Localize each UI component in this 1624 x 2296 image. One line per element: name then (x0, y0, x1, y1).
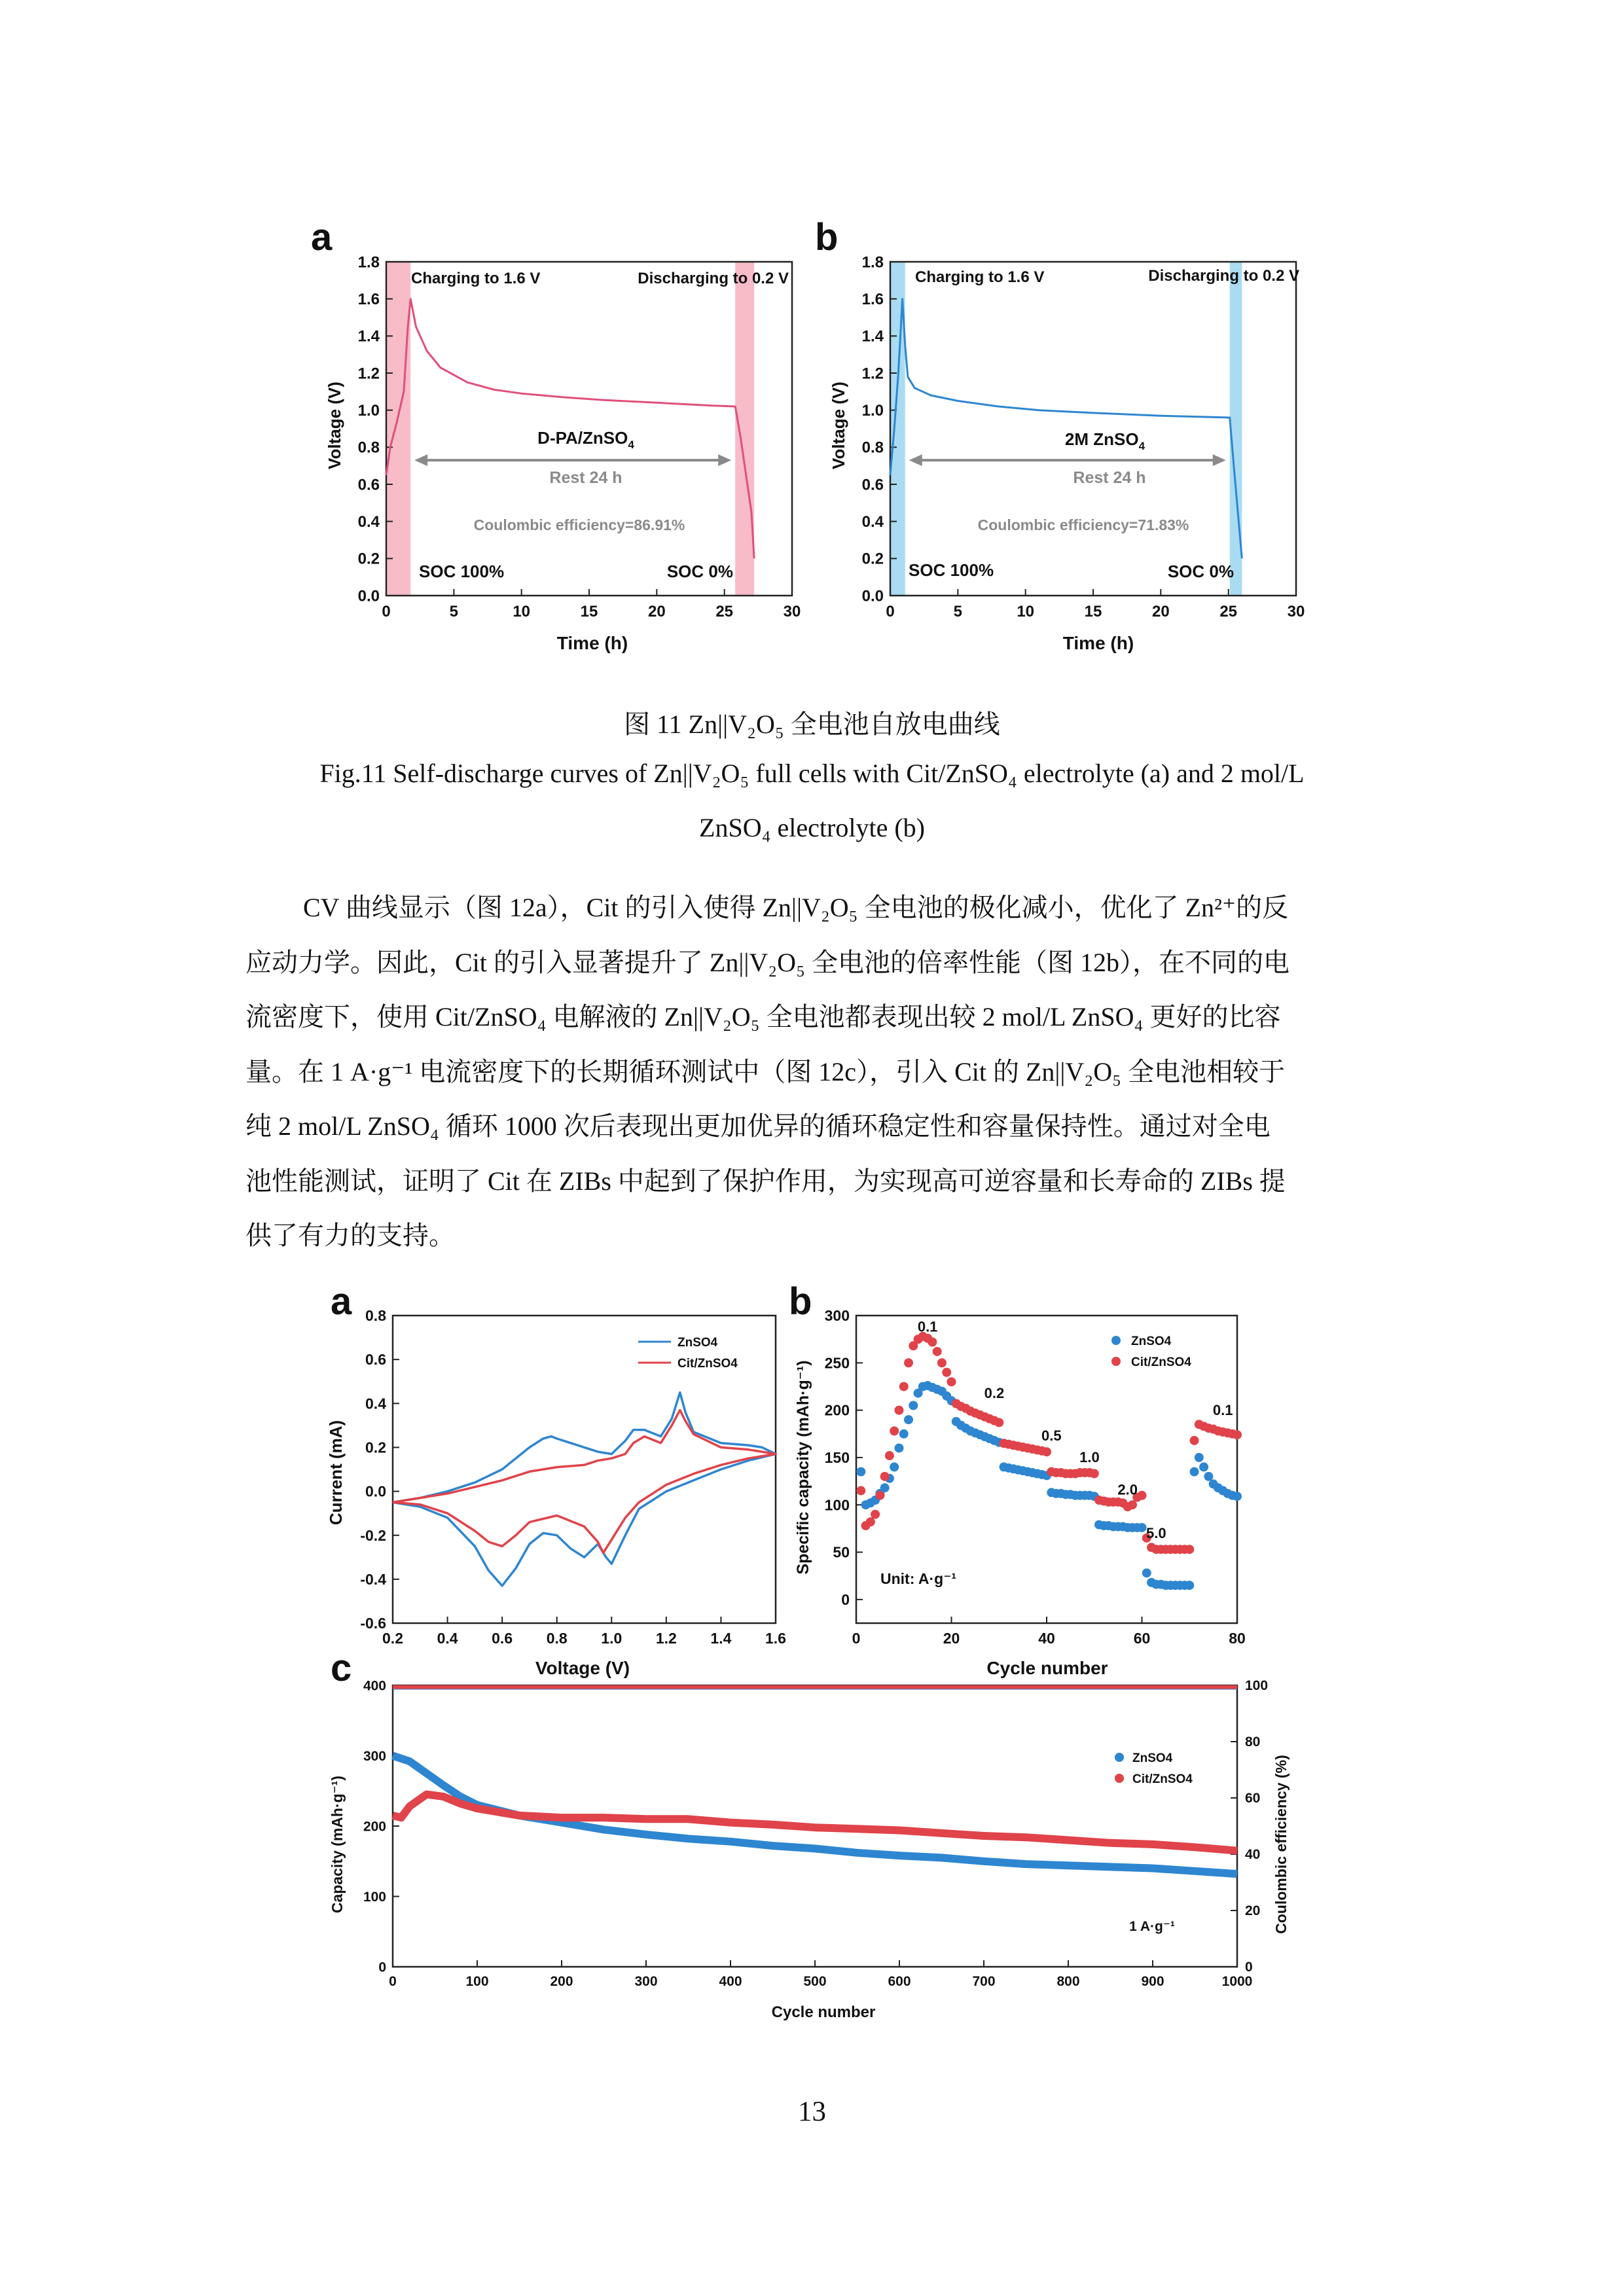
legend-label: Cit/ZnSO4 (1131, 1355, 1191, 1369)
rate-point (885, 1451, 894, 1460)
rate-point (947, 1377, 956, 1386)
paragraph-line: CV 曲线显示（图 12a），Cit 的引入使得 Zn||V₂O₅ 全电池的极化减小，优化了 Zn²⁺的反 (303, 893, 1289, 922)
legend-marker (1111, 1336, 1121, 1345)
y-tick-label: 1.4 (357, 327, 380, 346)
rate-point (1190, 1467, 1199, 1477)
y2-tick-label: 80 (1245, 1734, 1261, 1749)
y2-tick-label: 60 (1245, 1791, 1261, 1806)
fig11a-letter: a (311, 216, 333, 259)
y-tick-label: 0 (378, 1960, 386, 1975)
legend-label: ZnSO4 (1131, 1335, 1172, 1348)
rate-point (942, 1368, 951, 1377)
x-tick-label: 20 (1151, 603, 1170, 620)
x-tick-label: 1.2 (655, 1630, 677, 1647)
fig12b-plot-area (825, 1307, 1246, 1647)
y-tick-label: 0.8 (357, 439, 380, 457)
figure-12 (0, 1276, 1624, 2049)
y-tick-label: 250 (824, 1354, 850, 1372)
rate-point (904, 1358, 913, 1367)
x-tick-label: 0 (382, 603, 391, 620)
fig12a-xlabel: Voltage (V) (535, 1658, 630, 1678)
fig11-caption-cn: 图 11 Zn||V₂O₅ 全电池自放电曲线 (624, 709, 1000, 739)
y-tick-label: 50 (833, 1543, 850, 1561)
fig12a-letter: a (331, 1280, 352, 1323)
y-tick-label: 1.0 (861, 402, 884, 420)
y-tick-label: 0.6 (357, 476, 380, 494)
fig11a-charging-label: Charging to 1.6 V (411, 270, 541, 287)
rate-point (1138, 1491, 1147, 1500)
fig11a-soc100-label: SOC 100% (419, 562, 505, 581)
legend-label: Cit/ZnSO4 (1132, 1772, 1193, 1786)
x-tick-label: 25 (1219, 603, 1238, 620)
fig12c-y2label: Coulombic efficiency (%) (1272, 1755, 1290, 1934)
x-tick-label: 30 (783, 603, 801, 620)
fig11a-soc0-label: SOC 0% (666, 562, 733, 581)
fig11a-ce-label: Coulombic efficiency=86.91% (473, 516, 685, 533)
legend-marker (1111, 1357, 1121, 1366)
fig11a-discharging-label: Discharging to 0.2 V (638, 270, 789, 287)
fig12a-ylabel: Current (mA) (326, 1420, 346, 1526)
x-tick-label: 10 (1017, 603, 1035, 620)
rate-point (880, 1483, 890, 1492)
x-tick-label: 0.6 (492, 1630, 513, 1647)
y-tick-label: 100 (363, 1889, 386, 1905)
x-tick-label: 10 (513, 603, 531, 620)
x-tick-label: 5 (449, 603, 459, 620)
rate-point (1185, 1545, 1194, 1554)
x-tick-label: 15 (1084, 603, 1102, 620)
rate-point (1142, 1568, 1151, 1577)
y-tick-label: 1.8 (357, 253, 380, 272)
rest-arrow-left (909, 454, 922, 466)
fig11b-xlabel: Time (h) (1062, 633, 1134, 653)
rate-point (1233, 1430, 1242, 1439)
soc-band (386, 262, 410, 595)
x-tick-label: 80 (1229, 1630, 1246, 1647)
x-tick-label: 60 (1133, 1630, 1151, 1647)
rate-point (928, 1337, 937, 1346)
y-tick-label: 0.0 (365, 1482, 386, 1500)
fig12c-ylabel: Capacity (mAh·g⁻¹) (329, 1775, 346, 1914)
paragraph-line: 纯 2 mol/L ZnSO₄ 循环 1000 次后表现出更加优异的循环稳定性和容量保持性。通过对全电 (245, 1111, 1271, 1141)
x-tick-label: 1.0 (601, 1630, 623, 1647)
y-tick-label: 1.0 (357, 402, 380, 420)
capacity-trace-cit (393, 1795, 1237, 1851)
x-tick-label: 200 (550, 1974, 573, 1989)
rate-point (1195, 1453, 1204, 1462)
fig12b-xlabel: Cycle number (986, 1658, 1108, 1678)
x-tick-label: 700 (972, 1974, 996, 1989)
rate-point (871, 1510, 880, 1519)
rate-point (1138, 1523, 1147, 1532)
y-tick-label: -0.2 (360, 1526, 386, 1544)
fig11a-rest-label: Rest 24 h (549, 469, 623, 487)
x-tick-label: 0 (852, 1630, 861, 1647)
rate-point (880, 1472, 890, 1481)
y-tick-label: 1.2 (861, 365, 884, 383)
y-tick-label: 150 (824, 1448, 850, 1466)
fig12c-plot-area (363, 1678, 1268, 1989)
x-tick-label: 500 (803, 1974, 827, 1989)
rate-point (866, 1517, 875, 1526)
y-tick-label: 400 (363, 1678, 386, 1694)
y-tick-label: 1.6 (357, 291, 380, 309)
fig12c-letter: c (331, 1647, 352, 1689)
rate-point (1185, 1581, 1194, 1590)
page-number: 13 (798, 2096, 826, 2127)
fig12b-unit-label: Unit: A·g⁻¹ (880, 1570, 957, 1587)
rate-point (904, 1415, 913, 1424)
paragraph-line: 量。在 1 A·g⁻¹ 电流密度下的长期循环测试中（图 12c），引入 Cit 的 Zn||V₂O₅ 全电池相较于 (245, 1056, 1286, 1086)
x-tick-label: 300 (634, 1974, 658, 1989)
x-tick-label: 0 (886, 603, 895, 620)
x-tick-label: 25 (715, 603, 734, 620)
y-tick-label: 0.8 (861, 439, 884, 457)
x-tick-label: 600 (888, 1974, 911, 1989)
x-tick-label: 0 (389, 1974, 397, 1989)
y-tick-label: 0.0 (861, 587, 884, 605)
rate-label: 2.0 (1117, 1481, 1138, 1498)
rate-point (1204, 1472, 1213, 1481)
rate-point (899, 1429, 909, 1439)
x-tick-label: 1.4 (710, 1630, 732, 1647)
rate-label: 5.0 (1146, 1524, 1166, 1541)
y-tick-label: 300 (824, 1307, 850, 1325)
y-tick-label: 0.6 (365, 1351, 386, 1369)
fig11-caption-en-2: ZnSO₄ electrolyte (b) (699, 813, 925, 842)
fig12b-ylabel: Specific capacity (mAh·g⁻¹) (794, 1360, 812, 1575)
rate-point (1199, 1462, 1208, 1471)
fig12b-panel (789, 1280, 1246, 1678)
legend-label: ZnSO4 (1132, 1751, 1173, 1765)
rate-point (1190, 1436, 1199, 1445)
paragraph-line: 应动力学。因此，Cit 的引入显著提升了 Zn||V₂O₅ 全电池的倍率性能（图 12b），在不同的电 (245, 947, 1290, 977)
fig12b-letter: b (789, 1280, 812, 1323)
fig11b-panel (815, 216, 1305, 653)
y-tick-label: 0.4 (357, 513, 380, 531)
fig11b-rest-label: Rest 24 h (1073, 469, 1146, 487)
fig11b-soc100-label: SOC 100% (909, 560, 994, 580)
rate-point (1233, 1492, 1242, 1501)
y-tick-label: 1.4 (861, 327, 884, 346)
x-tick-label: 5 (953, 603, 963, 620)
x-tick-label: 1.6 (765, 1630, 786, 1647)
fig11-caption-en-1: Fig.11 Self-discharge curves of Zn||V₂O₅ full cells with Cit/ZnSO₄ electrolyte (a) and 2 mol/L (319, 759, 1305, 788)
y-tick-label: -0.4 (360, 1570, 386, 1588)
cv-curve-znso4 (393, 1393, 776, 1586)
y-tick-label: 0.4 (365, 1395, 386, 1412)
rate-point (1128, 1500, 1137, 1509)
x-tick-label: 100 (465, 1974, 489, 1989)
fig11a-panel (311, 216, 801, 653)
rate-point (894, 1406, 903, 1415)
fig11b-letter: b (815, 216, 839, 259)
x-tick-label: 800 (1056, 1974, 1080, 1989)
fig12a-panel (326, 1280, 786, 1678)
rate-point (937, 1358, 947, 1367)
rate-point (899, 1382, 909, 1391)
rest-arrow-right (1213, 454, 1226, 466)
x-tick-label: 0.2 (382, 1630, 403, 1647)
y2-tick-label: 0 (1245, 1960, 1253, 1975)
y-tick-label: 0 (841, 1590, 850, 1608)
y-tick-label: 1.2 (357, 365, 380, 383)
y-tick-label: 0.6 (861, 476, 884, 494)
y-tick-label: 0.2 (861, 550, 884, 568)
legend-marker (1115, 1774, 1124, 1783)
fig12c-xlabel: Cycle number (771, 2003, 876, 2021)
rate-label: 0.2 (984, 1384, 1005, 1401)
rate-point (890, 1462, 899, 1471)
fig11b-discharging-label: Discharging to 0.2 V (1148, 267, 1299, 285)
legend-marker (1115, 1753, 1124, 1762)
x-tick-label: 0.8 (546, 1630, 568, 1647)
fig11a-xlabel: Time (h) (556, 633, 628, 653)
y-tick-label: 100 (824, 1496, 850, 1514)
rate-point (909, 1401, 918, 1410)
rest-arrow-left (414, 454, 427, 466)
fig12c-rate-label: 1 A·g⁻¹ (1129, 1919, 1175, 1934)
paragraph-line: 流密度下，使用 Cit/ZnSO₄ 电解液的 Zn||V₂O₅ 全电池都表现出较 2 mol/L ZnSO₄ 更好的比容 (245, 1002, 1281, 1031)
x-tick-label: 40 (1038, 1630, 1055, 1647)
x-tick-label: 900 (1141, 1974, 1164, 1989)
x-tick-label: 400 (719, 1974, 742, 1989)
x-tick-label: 15 (580, 603, 598, 620)
rate-label: 0.5 (1041, 1427, 1062, 1444)
paragraph-line: 供了有力的支持。 (245, 1221, 455, 1250)
rate-point (994, 1418, 1003, 1427)
y-tick-label: 0.2 (357, 550, 380, 568)
x-tick-label: 30 (1287, 603, 1305, 620)
y-tick-label: 1.8 (861, 253, 884, 272)
fig11b-ce-label: Coulombic efficiency=71.83% (977, 516, 1189, 533)
cv-curve-cit (393, 1410, 776, 1552)
x-tick-label: 0.4 (437, 1630, 458, 1647)
rate-point (894, 1443, 903, 1452)
y-tick-label: 300 (363, 1748, 386, 1764)
y-tick-label: 0.8 (365, 1307, 386, 1325)
x-tick-label: 20 (647, 603, 666, 620)
rate-label: 0.1 (917, 1318, 938, 1335)
rate-label: 1.0 (1079, 1449, 1100, 1466)
ce-band-cit (393, 1685, 1237, 1689)
y2-tick-label: 40 (1245, 1847, 1261, 1862)
fig11b-electrolyte-label: 2M ZnSO$_4$ (1064, 429, 1146, 452)
rate-label: 0.1 (1212, 1401, 1233, 1418)
y-tick-label: 1.6 (861, 291, 884, 309)
rate-point (856, 1467, 865, 1477)
rate-point (890, 1426, 899, 1435)
body-paragraph (245, 880, 1378, 1263)
rate-point (875, 1491, 884, 1500)
y-tick-label: 0.4 (861, 513, 884, 531)
rate-point (1090, 1469, 1099, 1479)
y-tick-label: 200 (363, 1819, 386, 1835)
fig11a-electrolyte-label: D-PA/ZnSO$_4$ (537, 428, 634, 451)
y-tick-label: 200 (824, 1401, 850, 1419)
fig12a-plot-area (360, 1307, 786, 1647)
fig12c-panel (329, 1647, 1290, 2021)
y-tick-label: 0.2 (365, 1439, 386, 1456)
rate-point (856, 1486, 865, 1496)
fig11b-soc0-label: SOC 0% (1167, 562, 1234, 581)
fig11a-ylabel: Voltage (V) (325, 382, 344, 469)
y-tick-label: -0.6 (360, 1615, 386, 1632)
legend-label: ZnSO4 (677, 1336, 718, 1350)
x-tick-label: 20 (943, 1630, 960, 1647)
rate-point (1042, 1447, 1051, 1456)
y2-tick-label: 20 (1245, 1903, 1261, 1918)
fig11b-charging-label: Charging to 1.6 V (915, 268, 1045, 286)
x-tick-label: 1000 (1221, 1974, 1253, 1989)
y2-tick-label: 100 (1245, 1678, 1269, 1693)
fig11b-ylabel: Voltage (V) (829, 382, 848, 469)
y-tick-label: 0.0 (357, 587, 380, 605)
rate-point (933, 1347, 942, 1356)
rest-arrow-right (718, 454, 731, 466)
legend-label: Cit/ZnSO4 (677, 1357, 738, 1371)
paragraph-line: 池性能测试，证明了 Cit 在 ZIBs 中起到了保护作用，为实现高可逆容量和长寿命的 ZIBs 提 (245, 1166, 1286, 1196)
